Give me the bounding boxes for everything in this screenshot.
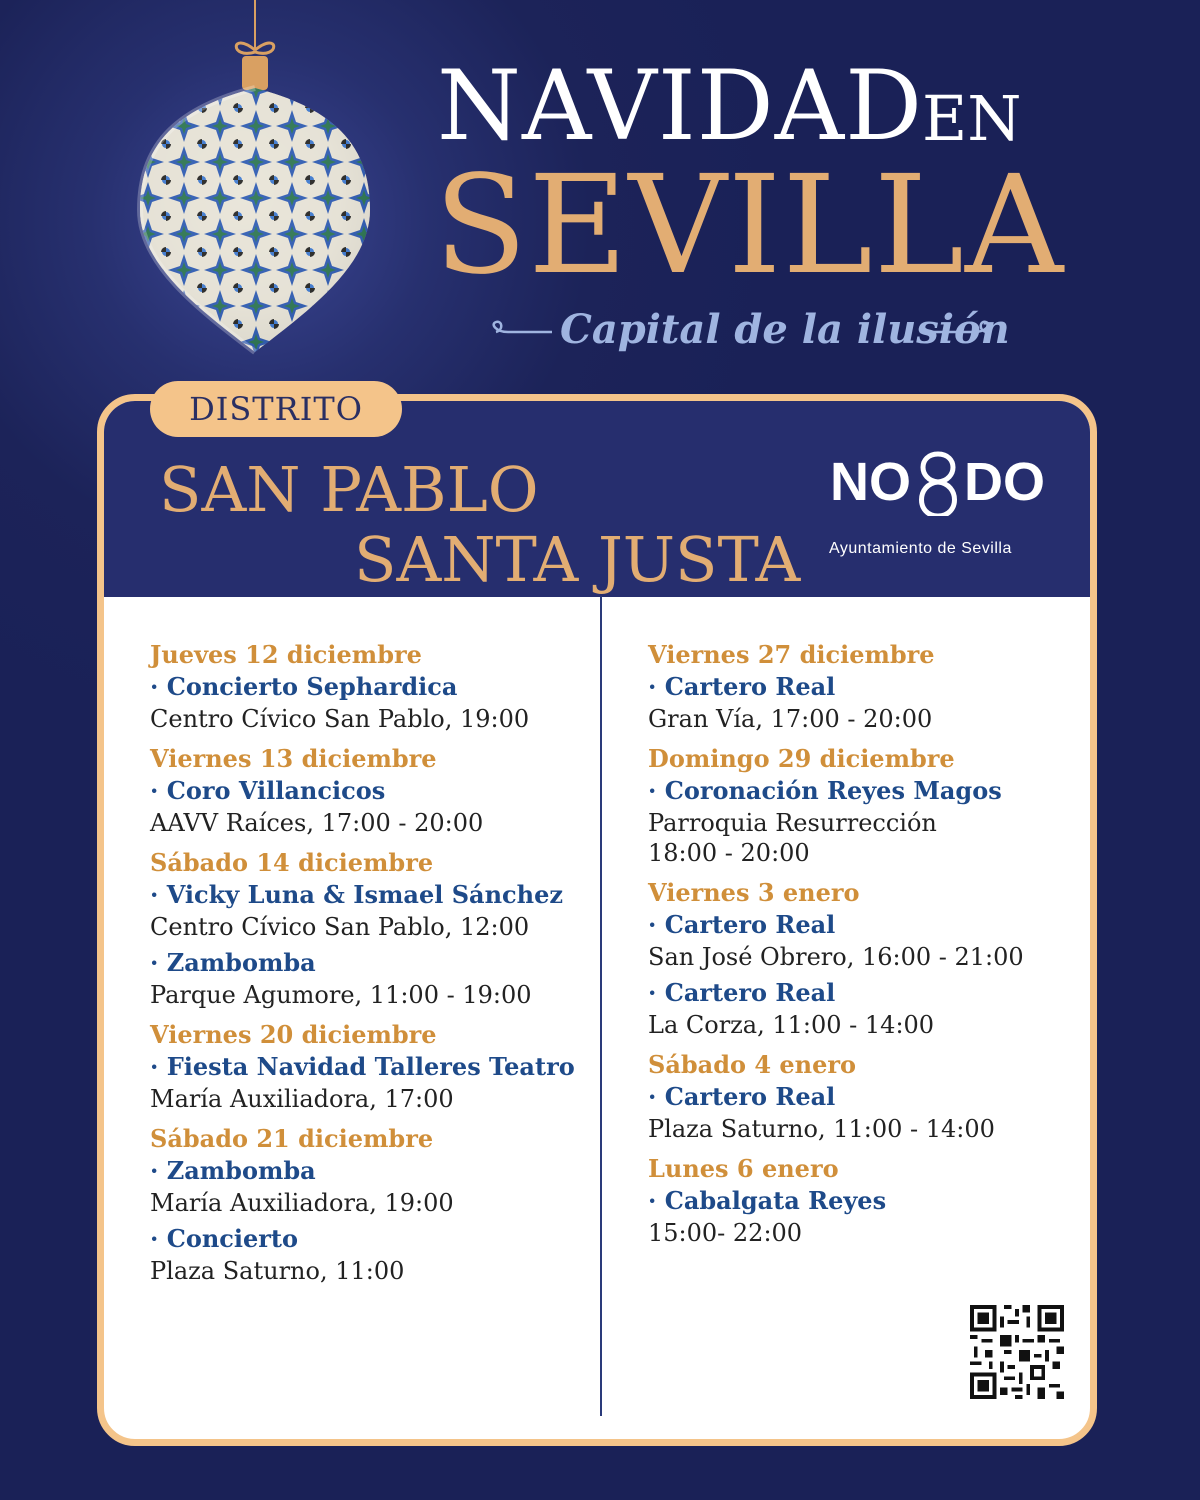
schedule-left-column	[150, 640, 590, 1290]
day-heading: Viernes 3 enero	[648, 878, 860, 907]
svg-text:DO: DO	[964, 452, 1045, 512]
district-name-line1: SAN PABLO	[159, 453, 539, 526]
event-name: · Concierto	[150, 1224, 299, 1253]
column-divider	[600, 596, 602, 1416]
event-name: · Coronación Reyes Magos	[648, 776, 1002, 805]
day-heading: Sábado 14 diciembre	[150, 848, 434, 877]
event-name: · Cartero Real	[648, 978, 836, 1007]
event-name: · Cartero Real	[648, 910, 836, 939]
event-name: · Zambomba	[150, 948, 316, 977]
event-place: Plaza Saturno, 11:00 - 14:00	[648, 1115, 995, 1143]
event-place: 15:00- 22:00	[648, 1219, 803, 1247]
event-name: · Zambomba	[150, 1156, 316, 1185]
event-place: Centro Cívico San Pablo, 12:00	[150, 913, 530, 941]
logo-subtitle: Ayuntamiento de Sevilla	[829, 540, 1012, 557]
day-heading: Viernes 20 diciembre	[150, 1020, 437, 1049]
event-place: Centro Cívico San Pablo, 19:00	[150, 705, 530, 733]
event-name: · Fiesta Navidad Talleres Teatro	[150, 1052, 575, 1081]
event-place: La Corza, 11:00 - 14:00	[648, 1011, 935, 1039]
event-name: · Cartero Real	[648, 1082, 836, 1111]
day-heading: Sábado 21 diciembre	[150, 1124, 434, 1153]
event-name: · Cabalgata Reyes	[648, 1186, 887, 1215]
event-place: María Auxiliadora, 17:00	[150, 1085, 454, 1113]
event-place: María Auxiliadora, 19:00	[150, 1189, 454, 1217]
event-place: AAVV Raíces, 17:00 - 20:00	[150, 809, 484, 837]
title-en: EN	[922, 82, 1022, 155]
event-place: San José Obrero, 16:00 - 21:00	[648, 943, 1024, 971]
day-heading: Sábado 4 enero	[648, 1050, 857, 1079]
event-name: · Vicky Luna & Ismael Sánchez	[150, 880, 563, 909]
no8do-logo	[830, 446, 1060, 516]
day-heading: Domingo 29 diciembre	[648, 744, 955, 773]
day-heading: Lunes 6 enero	[648, 1154, 839, 1183]
qr-code-icon[interactable]	[970, 1305, 1064, 1399]
flourish-left-icon	[484, 318, 554, 344]
event-place: Parque Agumore, 11:00 - 19:00	[150, 981, 532, 1009]
event-place: Gran Vía, 17:00 - 20:00	[648, 705, 933, 733]
day-heading: Viernes 13 diciembre	[150, 744, 437, 773]
svg-text:NO: NO	[830, 452, 911, 512]
title-navidad: NAVIDAD	[437, 50, 924, 162]
event-place: Parroquia Resurrección 18:00 - 20:00	[648, 809, 937, 867]
event-name: · Cartero Real	[648, 672, 836, 701]
schedule-right-column	[648, 640, 1068, 1252]
distrito-badge: DISTRITO	[150, 381, 402, 437]
tagline: Capital de la ilusión	[560, 306, 1010, 353]
event-place: Plaza Saturno, 11:00	[150, 1257, 405, 1285]
flourish-right-icon	[928, 318, 998, 344]
christmas-bauble-icon	[130, 0, 380, 360]
event-name: · Concierto Sephardica	[150, 672, 458, 701]
day-heading: Viernes 27 diciembre	[648, 640, 935, 669]
district-name-line2: SANTA JUSTA	[354, 523, 801, 596]
event-name: · Coro Villancicos	[150, 776, 386, 805]
title-sevilla: SEVILLA	[434, 147, 1065, 305]
day-heading: Jueves 12 diciembre	[150, 640, 422, 669]
